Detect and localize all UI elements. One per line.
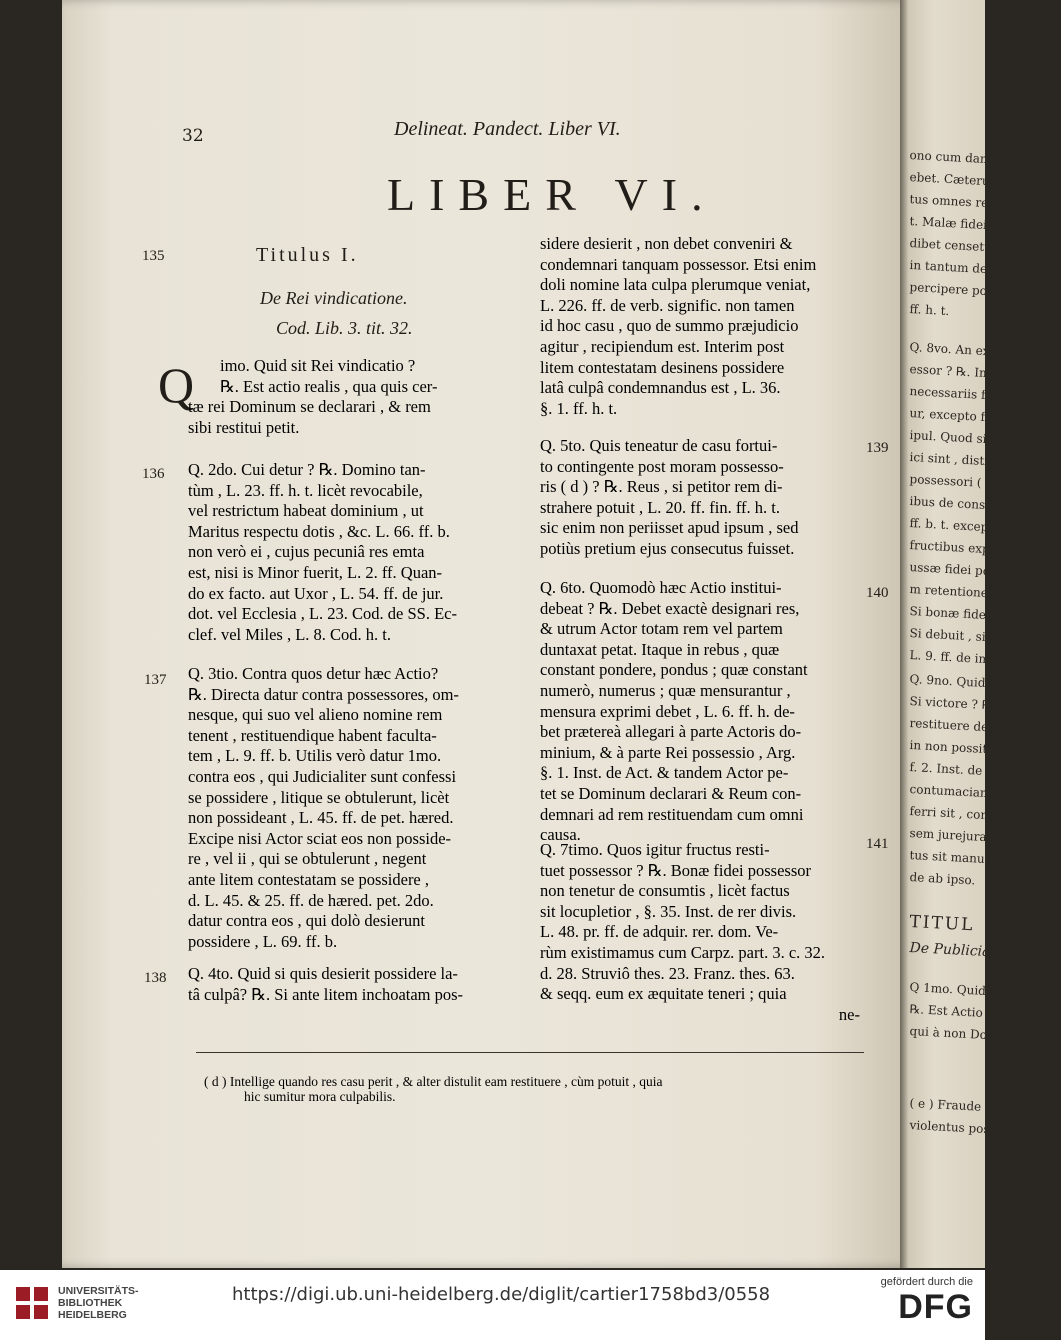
titulus-subtitle: De Rei vindicatione. xyxy=(260,288,408,308)
text-line: debeat ? ℞. Debet exactè designari res, xyxy=(540,598,800,618)
university-seal-icon xyxy=(14,1283,50,1323)
text-line: bet prætereà allegari à parte Actoris do- xyxy=(540,722,802,742)
next-page-fragment: t. Malæ fidei p xyxy=(909,214,999,233)
text-line: clef. vel Miles , L. 8. Cod. h. t. xyxy=(188,624,392,644)
next-page-fragment: percipere pot xyxy=(909,280,993,299)
next-page-fragment: tus sit manu milit xyxy=(909,848,1017,868)
text-line: Q. 7timo. Quos igitur fructus resti- xyxy=(540,840,770,859)
next-page-fragment: essor ? ℞. Indi xyxy=(909,362,999,381)
running-title: Delineat. Pandect. Liber VI. xyxy=(394,118,621,140)
text-line: d. L. 45. & 25. ff. de hæred. pet. 2do. xyxy=(188,890,434,910)
institution-line: UNIVERSITÄTS- xyxy=(58,1285,139,1297)
text-line: Q. 5to. Quis teneatur de casu fortui- xyxy=(540,436,778,455)
text-line: latâ culpâ condemnandus est , L. 36. xyxy=(540,378,781,398)
drop-cap: Q xyxy=(158,357,195,413)
next-page-fragment: ur, excepto fure, xyxy=(909,406,1010,426)
titulus-heading: Titulus I. xyxy=(256,244,359,266)
institution-line: HEIDELBERG xyxy=(58,1309,127,1321)
viewer-footer xyxy=(0,1270,985,1340)
next-page-fragment: Q 1mo. Quid sit xyxy=(909,980,1005,999)
margin-number: 139 xyxy=(866,440,889,456)
text-line: sit locupletior , §. 35. Inst. de rer divis. xyxy=(540,901,797,921)
text-line: demnari ad rem restituendam cum omni xyxy=(540,804,804,824)
text-line: tæ rei Dominum se declarari , & rem xyxy=(188,397,431,416)
text-line: L. 226. ff. de verb. signific. non tamen xyxy=(540,295,795,315)
text-line: causa. xyxy=(540,825,581,845)
text-line: tenent , restituendique habent faculta- xyxy=(188,725,437,745)
text-line: se possidere , litique se obtulerunt, licèt xyxy=(188,787,450,807)
next-page-fragment: in non possit , Jud xyxy=(909,738,1020,758)
text-line: §. 1. Inst. de Act. & tandem Actor pe- xyxy=(540,763,789,783)
text-line: litem contestatam desinens possidere xyxy=(540,357,785,377)
margin-number: 137 xyxy=(144,672,167,688)
cod-reference: Cod. Lib. 3. tit. 32. xyxy=(276,318,413,338)
institution-line: BIBLIOTHEK xyxy=(58,1297,123,1309)
text-line: d. 28. Struviô thes. 23. Franz. thes. 63. xyxy=(540,963,795,983)
next-page-fragment: qui à non Domin xyxy=(909,1024,1011,1044)
text-line: §. 1. ff. h. t. xyxy=(540,398,618,418)
text-line: sidere desierit , non debet conveniri & xyxy=(540,234,793,253)
permalink-url[interactable]: https://digi.ub.uni-heidelberg.de/diglit/cartier1758bd3/0558 xyxy=(232,1284,771,1305)
footnote-rule xyxy=(196,1052,864,1053)
text-line: strahere potuit , L. 20. ff. fin. ff. h. t. xyxy=(540,497,780,517)
next-page-fragment: ( e ) Fraude est , qui inju xyxy=(909,1096,1061,1118)
next-page-fragment: L. 9. ff. de imp xyxy=(909,648,998,667)
text-line: doli nomine lata culpa plerumque veniat, xyxy=(540,275,811,295)
left-column-p4 xyxy=(188,964,463,1005)
next-page-fragment: Si victore ? ℞. xyxy=(909,694,997,713)
left-column-p1b xyxy=(188,397,431,438)
next-page-fragment: De Publiciana in xyxy=(909,940,1027,963)
margin-number: 140 xyxy=(866,585,889,601)
text-line: Q. 4to. Quid si quis desierit possidere la- xyxy=(188,964,458,983)
next-page-fragment: ff. h. t. xyxy=(909,302,950,319)
university-logo[interactable] xyxy=(14,1283,139,1323)
next-page-fragment: ff. b. t. excepto xyxy=(909,516,1001,535)
text-line: Q. 6to. Quomodò hæc Actio institui- xyxy=(540,578,782,597)
next-page-fragment: Si debuit , si separari xyxy=(909,626,1041,647)
next-page-fragment: ipul. Quod si in xyxy=(909,428,1003,447)
right-column-p3 xyxy=(540,578,808,846)
next-page-fragment: ono cum damn xyxy=(909,148,1000,167)
text-line: Excipe nisi Actor sciat eos non posside- xyxy=(188,828,452,848)
text-line: non verò ei , cujus pecuniâ res emta xyxy=(188,542,425,562)
text-line: sic enim non periisset apud ipsum , sed xyxy=(540,518,799,538)
next-page-fragment: contumaciam no xyxy=(909,782,1011,802)
book-title: LIBER VI. xyxy=(387,169,717,220)
text-line: ne- xyxy=(838,1004,860,1024)
text-line: imo. Quid sit Rei vindicatio ? xyxy=(220,356,416,375)
next-page-fragment: de ab ipso. xyxy=(909,870,976,888)
text-line: contra eos , qui Judicialiter sunt confessi xyxy=(188,766,457,786)
text-line: Q. 3tio. Contra quos detur hæc Actio? xyxy=(188,664,439,683)
text-line: duntaxat petat. Itaque in rebus , quæ xyxy=(540,639,780,659)
text-line: ℞. Est actio realis , qua quis cer- xyxy=(220,376,438,396)
text-line: sibi restitui petit. xyxy=(188,417,300,437)
next-page-fragment: restituere debet; xyxy=(909,716,1013,736)
next-page-fragment: Si bonæ fidei , quàm xyxy=(909,604,1036,625)
text-line: ante litem contestatam se possidere , xyxy=(188,869,430,889)
text-line: numerò, numerus ; quæ mensurantur , xyxy=(540,680,791,700)
next-page-fragment: dibet censetur p xyxy=(909,236,1010,256)
text-line: do ex facto. aut Uxor , L. 54. ff. de jur. xyxy=(188,583,444,603)
footnote-line: ( d ) Intellige quando res casu perit , & alter distulit eam restituere , cùm potuit , quia xyxy=(204,1074,663,1089)
text-line: rùm existimamus cum Carpz. part. 3. c. 32. xyxy=(540,942,826,962)
text-line: tâ culpâ? ℞. Si ante litem inchoatam pos- xyxy=(188,984,464,1004)
margin-number: 138 xyxy=(144,970,167,986)
text-line: nesque, qui suo vel alieno nomine rem xyxy=(188,705,443,725)
next-page-fragment: ussæ fidei possessori xyxy=(909,560,1039,581)
text-line: tem , L. 9. ff. b. Utilis verò datur 1mo. xyxy=(188,746,442,766)
right-column-p1 xyxy=(540,234,816,419)
text-line: datur contra eos , qui dolò desierunt xyxy=(188,911,425,931)
text-line: non possideant , L. 45. ff. de pet. hæred. xyxy=(188,808,454,828)
dfg-logo[interactable] xyxy=(881,1276,973,1326)
text-line: & seqq. eum ex æquitate teneri ; quia xyxy=(540,984,787,1004)
next-page-fragment: fructibus expos. U xyxy=(909,538,1022,558)
next-page-fragment: m retentionem. D xyxy=(909,582,1017,602)
margin-number: 135 xyxy=(142,248,165,264)
margin-number: 136 xyxy=(142,466,165,482)
next-page-fragment: possessori ( e ) , i xyxy=(909,472,1017,492)
left-column-p1a xyxy=(220,356,437,397)
next-page-fragment: violentus possessor. xyxy=(909,1118,1031,1139)
margin-number: 141 xyxy=(866,836,889,852)
text-line: minium, & à parte Rei possessio , Arg. xyxy=(540,742,796,762)
text-line: agitur , recipiendum est. Interim post xyxy=(540,336,785,356)
text-line: Q. 2do. Cui detur ? ℞. Domino tan- xyxy=(188,460,426,479)
text-line: vel restrictum habeat dominium , ut xyxy=(188,501,424,521)
footnote-line: hic sumitur mora culpabilis. xyxy=(244,1089,396,1104)
text-line: mensura exprimi debet , L. 6. ff. h. de- xyxy=(540,701,795,721)
next-page-fragment: TITUL xyxy=(908,912,975,936)
right-column-p2 xyxy=(540,436,798,560)
next-page-fragment: sem jurejurando i xyxy=(909,826,1018,846)
page-number: 32 xyxy=(182,126,204,146)
text-line: condemnari tanquam possessor. Etsi enim xyxy=(540,254,817,274)
text-line: ℞. Directa datur contra possessores, om- xyxy=(188,684,459,704)
text-line: L. 48. pr. ff. de adquir. rer. dom. Ve- xyxy=(540,922,779,942)
next-page-fragment: Q. 8vo. An exp xyxy=(909,340,998,359)
next-page-fragment: ℞. Est Actio Pr xyxy=(909,1002,1001,1021)
next-page-fragment: Q. 9no. Quid xyxy=(909,672,986,690)
text-line: re , vel ii , qui se obtulerunt , negent xyxy=(188,849,427,869)
text-line: tet se Dominum declarari & Reum con- xyxy=(540,783,802,803)
funded-by-label: gefördert durch die xyxy=(880,1276,973,1288)
text-line: & utrum Actor totam rem vel partem xyxy=(540,619,783,639)
text-line: ris ( d ) ? ℞. Reus , si petitor rem di- xyxy=(540,477,783,497)
next-page-fragment: ibus de constituto xyxy=(909,494,1019,514)
next-page-fragment: in tantum de per xyxy=(909,258,1012,278)
next-page-fragment: ferri sit , condemn xyxy=(909,804,1023,824)
text-line: tuet possessor ? ℞. Bonæ fidei possessor xyxy=(540,860,811,880)
text-line: potiùs pretium ejus consecutus fuisset. xyxy=(540,538,795,558)
dfg-wordmark: DFG xyxy=(898,1288,973,1326)
text-line: id hoc casu , quo de summo præjudicio xyxy=(540,316,799,336)
text-line: to contingente post moram possesso- xyxy=(540,456,784,476)
text-line: dot. vel Ecclesia , L. 23. Cod. de SS. Ec- xyxy=(188,604,457,624)
left-column-p2 xyxy=(188,460,457,645)
institution-name xyxy=(58,1285,139,1321)
text-line: non tenetur de consumtis , licèt factus xyxy=(540,881,790,901)
book-page xyxy=(62,0,917,1268)
text-line: possidere , L. 69. ff. b. xyxy=(188,931,338,951)
footnote xyxy=(204,1074,663,1104)
text-line: tùm , L. 23. ff. h. t. licèt revocabile, xyxy=(188,480,423,500)
next-page-fragment: ici sint , distingui xyxy=(909,450,1016,470)
next-page-fragment: ebet. Cæterum xyxy=(909,170,1002,189)
left-column-p3 xyxy=(188,664,459,952)
next-page-fragment: tus omnes restitui xyxy=(909,192,1020,212)
text-line: est, nisi is Minor fuerit, L. 2. ff. Quan- xyxy=(188,562,443,582)
next-page-fragment: f. 2. Inst. de xyxy=(909,760,983,778)
right-column-p4 xyxy=(540,840,860,1025)
text-line: Maritus respectu dotis , &c. L. 66. ff. b. xyxy=(188,521,450,541)
text-line: constant pondere, pondus ; quæ constant xyxy=(540,660,808,680)
next-page-fragment: necessariis ferendis , xyxy=(909,384,1039,405)
next-page-edge xyxy=(900,0,1061,1268)
